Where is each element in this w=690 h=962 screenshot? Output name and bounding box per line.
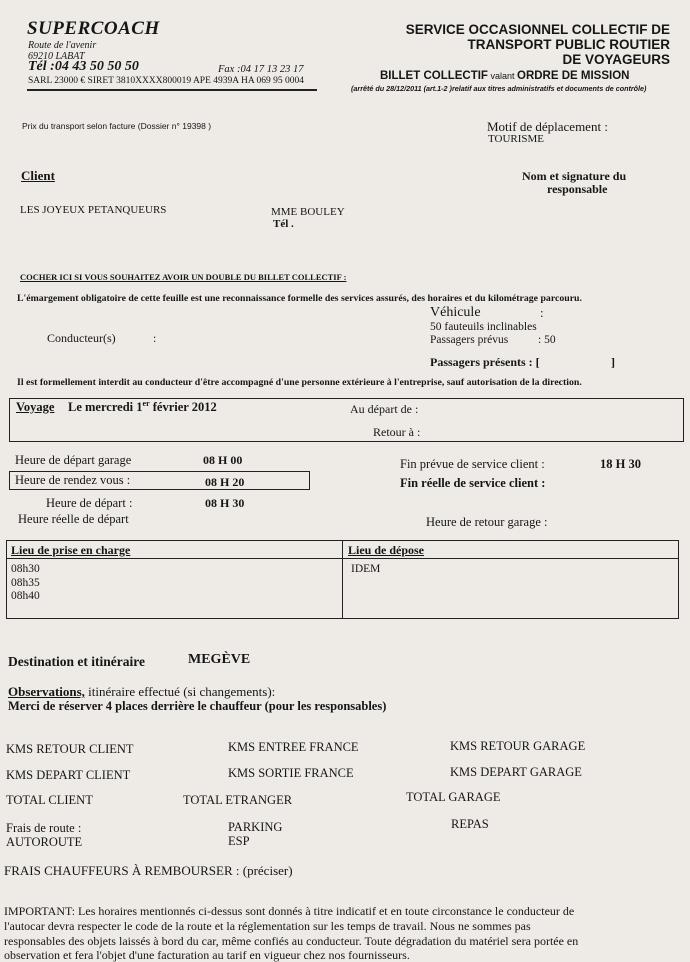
client-name: LES JOYEUX PETANQUEURS <box>20 204 167 216</box>
drivers-label: Conducteur(s) <box>47 331 116 345</box>
voyage-date <box>68 399 217 415</box>
responsible-label-2: responsable <box>547 182 608 196</box>
important-notice <box>4 904 578 962</box>
parking-label: PARKING <box>228 820 283 834</box>
voyage-label: Voyage <box>16 400 55 414</box>
kms-depart-client: KMS DEPART CLIENT <box>6 768 131 782</box>
departure-from-label: Au départ de : <box>350 402 419 416</box>
voyage-date-sup: er <box>142 399 150 408</box>
parking-value: ESP <box>228 834 250 848</box>
garage-departure-label: Heure de départ garage <box>15 453 132 467</box>
planned-end-label: Fin prévue de service client : <box>400 457 545 471</box>
pickup-table-header-rule <box>7 558 678 559</box>
pickup-header: Lieu de prise en charge <box>11 543 131 557</box>
passengers-expected-label: Passagers prévus <box>430 334 509 346</box>
meals-label: REPAS <box>451 817 489 831</box>
important-line-2: l'autocar devra respecter le code de la route et la réglementation sur les temps de travail. Nous ne sommes pas <box>4 918 531 933</box>
total-client: TOTAL CLIENT <box>6 793 93 807</box>
vehicle-seats: 50 fauteuils inclinables <box>430 321 537 333</box>
doc-title-line3: DE VOYAGEURS <box>562 52 670 67</box>
driver-expenses: FRAIS CHAUFFEURS À REMBOURSER : (préciser) <box>4 863 293 878</box>
meeting-time-label: Heure de rendez vous : <box>15 473 131 487</box>
kms-retour-client: KMS RETOUR CLIENT <box>6 742 134 756</box>
company-address-line2: 69210 LABAT <box>28 51 85 62</box>
signature-notice: L'émargement obligatoire de cette feuille est une reconnaissance formelle des services assurés, des horaires et du kilométrage parcouru. <box>17 293 582 304</box>
actual-departure-label: Heure réelle de départ <box>18 512 129 526</box>
company-address-line1: Route de l'avenir <box>28 40 97 51</box>
doc-subtitle <box>380 70 629 82</box>
doc-decree: (arrêté du 28/12/2011 (art.1-2 )relatif aux titres administratifs et documents de contrôle) <box>351 84 647 93</box>
pickup-times <box>11 563 40 604</box>
subtitle-mid: valant <box>487 71 517 81</box>
departure-time-label: Heure de départ : <box>46 496 133 510</box>
dropoff-value: IDEM <box>351 563 381 575</box>
company-fax: Fax :04 17 13 23 17 <box>218 64 304 75</box>
vehicle-label: Véhicule <box>430 305 481 320</box>
destination-label: Destination et itinéraire <box>8 654 145 669</box>
meeting-time-value: 08 H 20 <box>205 475 245 489</box>
route-fees-value: AUTOROUTE <box>6 835 83 849</box>
voyage-date-prefix: Le mercredi 1 <box>68 400 143 415</box>
subtitle-bold2: ORDRE DE MISSION <box>517 70 630 82</box>
pickup-time: 08h30 <box>11 563 40 575</box>
pickup-time: 08h40 <box>11 590 40 602</box>
vehicle-colon: : <box>540 305 544 320</box>
motif-label: Motif de déplacement : <box>487 119 608 134</box>
kms-sortie-france: KMS SORTIE FRANCE <box>228 766 354 780</box>
important-line-1: IMPORTANT: Les horaires mentionnés ci-dessus sont donnés à titre indicatif et en toute circonstance le conducteur de <box>4 904 575 918</box>
header-divider <box>27 89 317 91</box>
company-registration: SARL 23000 € SIRET 3810XXXX800019 APE 4939A HA 069 95 0004 <box>28 76 305 86</box>
client-label: Client <box>21 168 55 183</box>
passengers-present-label: Passagers présents : [ <box>430 355 540 369</box>
departure-time-value: 08 H 30 <box>205 496 245 510</box>
dropoff-header: Lieu de dépose <box>348 543 425 557</box>
transport-price: Prix du transport selon facture (Dossier n° 19398 ) <box>22 121 212 131</box>
garage-departure-value: 08 H 00 <box>203 453 243 467</box>
passengers-present-close: ] <box>611 355 615 369</box>
observations-label: Observations, <box>8 684 85 699</box>
route-fees-label: Frais de route : <box>6 821 82 835</box>
return-to-label: Retour à : <box>373 425 421 439</box>
kms-retour-garage: KMS RETOUR GARAGE <box>450 739 586 753</box>
passengers-expected-value: : 50 <box>538 334 556 346</box>
total-etranger: TOTAL ETRANGER <box>183 793 293 807</box>
kms-depart-garage: KMS DEPART GARAGE <box>450 765 582 779</box>
forbidden-notice: Il est formellement interdit au conducteur d'être accompagné d'une personne extérieure à l'entreprise, sauf autorisation de la direction. <box>17 377 582 388</box>
kms-entree-france: KMS ENTREE FRANCE <box>228 740 359 754</box>
doc-title-line1: SERVICE OCCASIONNEL COLLECTIF DE <box>405 22 670 37</box>
destination-value: MEGÈVE <box>188 652 251 667</box>
subtitle-bold1: BILLET COLLECTIF <box>380 70 488 82</box>
drivers-colon: : <box>153 331 157 345</box>
actual-end-label: Fin réelle de service client : <box>400 476 546 490</box>
responsible-tel: Tél . <box>273 218 294 230</box>
important-line-4: observation et fera l'objet d'une facturation au tarif en vigueur chez nos fournisseurs. <box>4 948 410 962</box>
voyage-date-suffix: février 2012 <box>149 400 217 415</box>
observations-label-rest: itinéraire effectué (si changements): <box>84 684 276 699</box>
total-garage: TOTAL GARAGE <box>406 790 501 804</box>
planned-end-value: 18 H 30 <box>600 457 641 471</box>
responsible-label-1: Nom et signature du <box>522 169 627 183</box>
pickup-table-divider <box>342 541 343 618</box>
important-line-3: responsables des objets laissés à bord du car, même confiés au conducteur. Toute dégradation du matériel sera portée en <box>4 933 579 948</box>
double-ticket-checkbox-label[interactable]: COCHER ICI SI VOUS SOUHAITEZ AVOIR UN DOUBLE DU BILLET COLLECTIF : <box>20 272 347 282</box>
observations-heading <box>8 684 275 700</box>
garage-return-label: Heure de retour garage : <box>426 515 548 529</box>
responsible-name: MME BOULEY <box>271 206 345 218</box>
pickup-time: 08h35 <box>11 576 40 589</box>
observations-note: Merci de réserver 4 places derrière le chauffeur (pour les responsables) <box>8 699 387 713</box>
company-phone: Tél :04 43 50 50 50 <box>28 59 139 74</box>
company-name: SUPERCOACH <box>27 18 160 39</box>
motif-value: TOURISME <box>488 133 545 145</box>
doc-title-line2: TRANSPORT PUBLIC ROUTIER <box>467 37 670 52</box>
